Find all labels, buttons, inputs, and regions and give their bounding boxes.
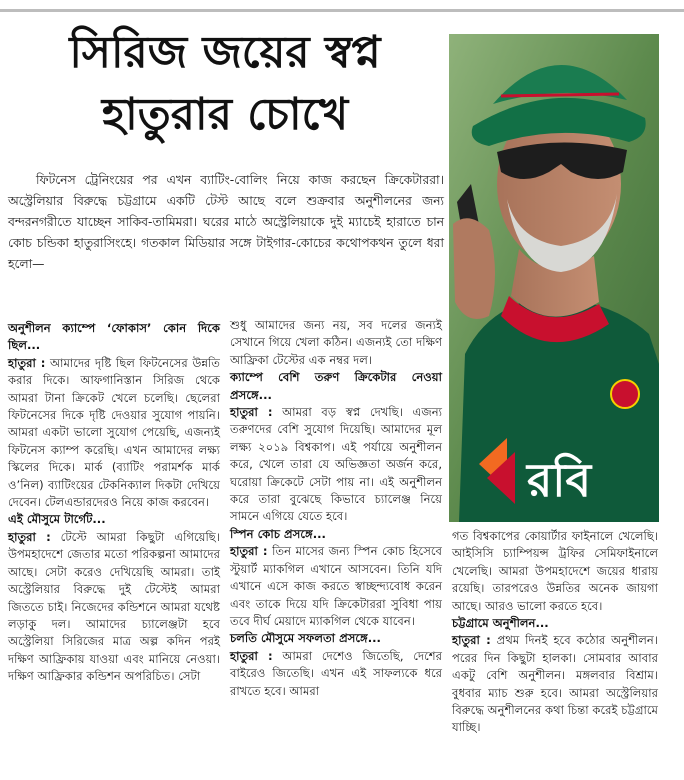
qa-block-6: [452, 615, 658, 737]
answer-text: গত বিশ্বকাপের কোয়ার্টার ফাইনালে খেলেছি। আইসিসি চ্যাম্পিয়ন্স ট্রফির সেমিফাইনালে খেলেছি। আমরা উপমহাদেশে জয়ের ধারায় রয়েছি। তারপরেও উন্নতির অনেক জায়গা আছে। আরও ভালো করতে হবে।: [452, 529, 658, 613]
answer-text: প্রথম দিনই হবে কঠোর অনুশীলন। পরের দিন কিছুটা হালকা। সোমবার আবার একটু বেশি অনুশীলন। মঙ্গলবার বিশ্রাম। বুধবার ম্যাচ শুরু হবে। আমরা অস্ট্রেলিয়ার বিরুদ্ধে অনুশীলনের কথা চিন্তা করেই চট্টগ্রামে যাচ্ছি।: [452, 633, 658, 735]
coach-photo: [449, 34, 659, 522]
question-heading: স্পিন কোচ প্রসঙ্গে...: [230, 526, 326, 541]
intro-paragraph: [8, 170, 444, 275]
article-column-1: [8, 320, 220, 686]
answer-text: আমরা বড় স্বপ্ন দেখছি। এজন্য তরুণদের বেশি সুযোগ দিয়েছি। আমাদের মূল লক্ষ্য ২০১৯ বিশ্বকাপ। এই পর্যায়ে অনুশীলন করে, খেলে তারা যে অভিজ্ঞতা অর্জন করে, ঘরোয়া ক্রিকেটে সেটা পায় না। এই অনুশীলন করে তারা বুঝেছে কিভাবে চ্যালেঞ্জ নিয়ে সামনে এগিয়ে যেতে হবে।: [230, 405, 442, 524]
speaker-label: হাতুরা :: [8, 355, 46, 370]
answer-text: তিন মাসের জন্য স্পিন কোচ হিসেবে স্টুয়ার্ট ম্যাকগিল এখানে আসবেন। তিনি যদি এখানে এসে কাজ করতে স্বাচ্ছন্দ্যবোধ করেন এবং তাকে দিয়ে যদি ক্রিকেটাররা সুবিধা পায় তবে দীর্ঘ মেয়াদে ম্যাকগিল থেকে যাবেন।: [230, 544, 442, 628]
top-rule: [0, 0, 684, 12]
answer-text: শুধু আমাদের জন্য নয়, সব দলের জন্যই সেখানে গিয়ে খেলা কঠিন। এজন্যই তো দক্ষিণ আফ্রিকা টেস্টের এক নম্বর দল।: [230, 318, 442, 367]
qa-block-4: [230, 526, 442, 630]
headline-line-2: হাতুরার চোখে: [101, 89, 349, 140]
question-heading: চট্টগ্রামে অনুশীলন...: [452, 616, 549, 631]
headline: [6, 22, 444, 146]
answer-text: আমরা দেশেও জিতেছি, দেশের বাইরেও জিতেছি। এখন এই সাফল্যকে ধরে রাখতে হবে। আমরা: [230, 648, 442, 698]
speaker-label: হাতুরা :: [230, 648, 273, 663]
speaker-label: হাতুরা :: [8, 529, 51, 544]
speaker-label: হাতুরা :: [452, 633, 491, 648]
qa-block-1: [8, 320, 220, 511]
qa-block-5: [230, 630, 442, 700]
continued-text: [230, 317, 442, 369]
answer-text: টেস্টে আমরা কিছুটা এগিয়েছি। উপমহাদেশে জেতার মতো পরিকল্পনা আমাদের আছে। সেটা করেও দেখিয়েছি আমরা। তাই অস্ট্রেলিয়ার বিরুদ্ধে দুই টেস্টেই আমরা জিততে চাই। নিজেদের কন্ডিশনে আমরা যথেষ্ট লড়াকু দল। আমাদের চ্যালেঞ্জটা হবে অস্ট্রেলিয়া সিরিজের মাত্র অল্প কদিন পরই দক্ষিণ আফ্রিকায় যাওয়া এবং মানিয়ে নেওয়া। দক্ষিণ আফ্রিকার কন্ডিশন অপরিচিত। সেটা: [8, 529, 220, 684]
answer-text: আমাদের দৃষ্টি ছিল ফিটনেসের উন্নতি করার দিকে। আফগানিস্তান সিরিজ থেকে আমরা টানা ক্রিকেট খেলে চলেছি। ছেলেরা ফিটনেসের দিকে দৃষ্টি দেওয়ার সুযোগ পায়নি। আমরা একটা ভালো সুযোগ পেয়েছি, এজন্যই ফিটনেস ক্যাম্প করেছি। এখন আমাদের লক্ষ্য স্কিলের দিকে। মার্ক (ব্যাটিং পরামর্শক মার্ক ও’নিল) ব্যাটিংয়ের টেকনিক্যাল দিকটা দেখিয়ে দেবেন। টেলএন্ডারদেরও নিয়ে কাজ করবেন।: [8, 355, 220, 510]
jersey-sponsor-text: রবি: [527, 453, 592, 507]
speaker-label: হাতুরা :: [230, 405, 273, 420]
coach-photo-illustration: [449, 34, 659, 522]
qa-block-3: [230, 369, 442, 526]
question-heading: এই মৌসুমে টার্গেট...: [8, 512, 106, 527]
headline-line-1: সিরিজ জয়ের স্বপ্ন: [69, 27, 381, 78]
qa-block-2: [8, 511, 220, 685]
continued-text: [452, 528, 658, 615]
intro-text: ফিটনেস ট্রেনিংয়ের পর এখন ব্যাটিং-বোলিং নিয়ে কাজ করছেন ক্রিকেটাররা। অস্ট্রেলিয়ার বিরুদ্ধে চট্টগ্রামে একটি টেস্ট আছে বলে শুক্রবার অনুশীলনের জন্য বন্দরনগরীতে যাচ্ছেন সাকিব-তামিমরা। ঘরের মাঠে অস্ট্রেলিয়াকে দুই ম্যাচেই হারাতে চান কোচ চন্ডিকা হাতুরাসিংহে। গতকাল মিডিয়ার সঙ্গে টাইগার-কোচের কথোপকথন তুলে ধরা হলো—: [8, 173, 444, 271]
article-column-3: [452, 528, 658, 737]
question-heading: চলতি মৌসুমে সফলতা প্রসঙ্গে...: [230, 631, 381, 646]
speaker-label: হাতুরা :: [230, 544, 268, 559]
article-column-2: [230, 317, 442, 700]
question-heading: ক্যাম্পে বেশি তরুণ ক্রিকেটার নেওয়া প্রসঙ্গে...: [230, 370, 442, 402]
question-heading: অনুশীলন ক্যাম্পে ‘ফোকাস’ কোন দিকে ছিল...: [8, 321, 220, 353]
